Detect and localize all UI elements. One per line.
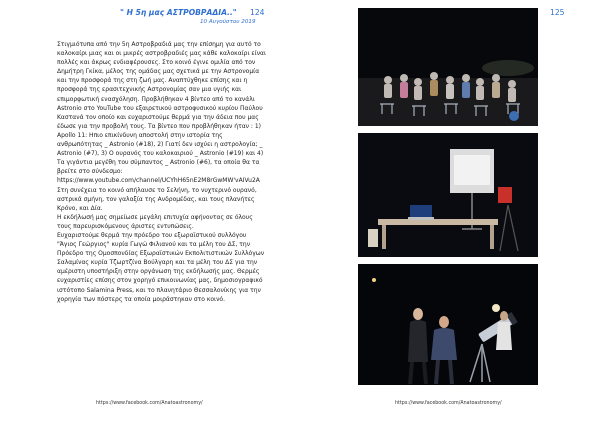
footer-link-left[interactable]: https://www.facebook.com/Anatoastronomy/ <box>96 401 203 406</box>
article-title: " Η 5η μας ΑΣΤΡΟΒΡΑΔΙΑ.." <box>120 8 237 17</box>
footer-link-right[interactable]: https://www.facebook.com/Anatoastronomy/ <box>395 401 502 406</box>
page-number-right: 125 <box>550 8 565 17</box>
article-body <box>57 40 267 304</box>
audience-photo <box>358 8 538 126</box>
paragraph-intro: Στιγμιότυπα από την 5η Αστροβραδιά μας την επίσημη για αυτό το καλοκαίρι μιας και οι μικρές αστροβραδιές μας κάθε καλοκαίρι είναι πολλές και άκρως ενδιαφέρουσες. Στο κοινό έγινε ομιλία από τον Δημήτρη Γκίκα, μέλος της ομάδας μας σχετικά με την Αστρονομία και την προσφορά της στη ζωή μας. Αναπτύχθηκε επίσης και η προσφορά της ερασιτεχνικής Αστρονομίας σαν μια υγιής και επιμορφωτική ενασχόληση. Προβλήθηκαν 4 βίντεο από το κανάλι Astronio στο YouTube του εξαιρετικού αστροφυσικού κυρίου Παύλου Καστανά τον οποίο και ευχαριστούμε θερμά για την άδεια που μας έδωσε για την προβολή τους. Τα βίντεο που προβλήθηκαν ήταν : 1) Apollo 11: Ηπιο επικίνδυνη αποστολή στην ιστορία της ανθρωπότητας _ Astronio (#18), 2) Γιατί δεν ισχύει η αστρολογία; _ Astronio (#7), 3) Ο ουρανός του καλοκαιριού _ Astronio (#19) και 4) Τα γιγάντια μεγέθη του σύμπαντος _ Astronio (#6), τα οποία θα τα βρείτε στο σύνδεσμο: https://www.youtube.com/channel/UCYhH65nE2M8rGwMW'vAIVu2A <box>57 41 267 185</box>
telescope-group-photo <box>358 264 538 385</box>
paragraph-thanks: Ευχαριστούμε θερμά την πρόεδρο του εξωραϊστικού συλλόγου "Άγιος Γεώργιος" κυρία Γωγώ Φιλιανού και τα μέλη του ΔΣ, την Πρόεδρο της Ομοσπονδίας Εξωραϊστικών Εκπολιτιστικών Συλλόγων Σαλαμίνας κυρία Τζωρτζίνα Βούλγαρη και τα μέλη του ΔΣ για την αμέριστη υποστήριξη στην οργάνωση της εκδήλωσής μας. Θερμές ευχαριστίες επίσης στον χορηγό επικοινωνίας μας, δημοσιογραφικό ιστότοπο Salamina Press, και το πλανητάριο Θεσσαλονίκης για την χορηγία των πόστερς τα οποία μοιράστηκαν στο κοινό. <box>57 231 265 303</box>
right-page <box>300 0 600 424</box>
paragraph-observation: Στη συνέχεια το κοινό απήλαυσε το Σελήνη, το νυχτερινό ουρανό, αστρικά σμήνη, τον γαλαξία της Ανδρομέδας, και τους πλανήτες Κρόνο, και Δία. <box>57 186 257 212</box>
projection-screen-photo <box>358 133 538 257</box>
paragraph-success: Η εκδήλωσή μας σημείωσε μεγάλη επιτυχία αφήνοντας σε όλους τους παρευρισκόμενους άριστες εντυπώσεις. <box>57 213 253 230</box>
page-number-left: 124 <box>250 8 265 17</box>
article-date: 10 Αυγούστου 2019 <box>200 19 256 25</box>
